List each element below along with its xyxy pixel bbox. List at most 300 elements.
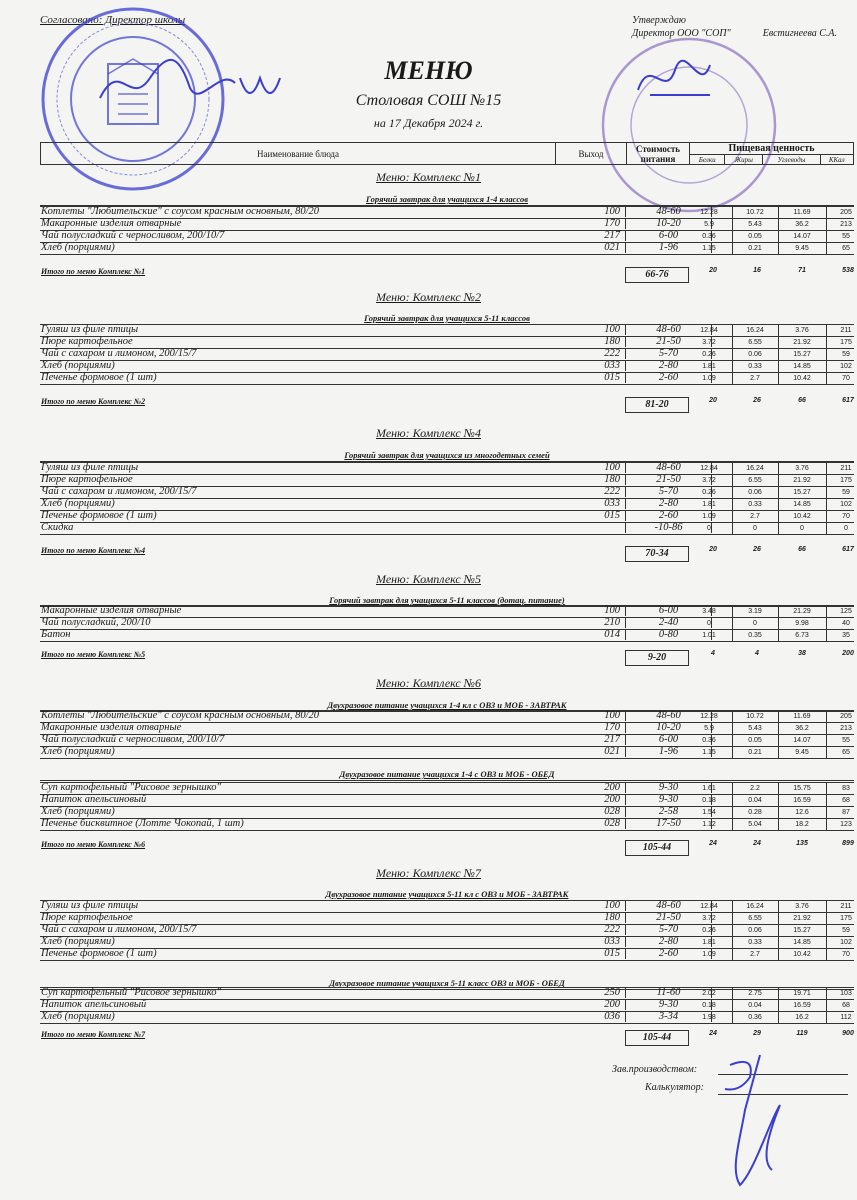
total-cost: 70-34: [625, 546, 689, 562]
dish-name: Хлеб (порциями): [41, 1011, 115, 1022]
dish-kcal: 55: [842, 233, 850, 240]
dish-carbs: 15.27: [793, 927, 811, 934]
total-label: Итого по меню Комплекс №4: [41, 546, 146, 555]
dish-output: 100: [604, 900, 620, 911]
dish-name: Хлеб (порциями): [41, 242, 115, 253]
dish-carbs: 3.76: [795, 327, 809, 334]
total-fat: 24: [753, 840, 761, 847]
total-kcal: 538: [842, 267, 854, 274]
dish-protein: 1.61: [702, 785, 716, 792]
dish-output: 210: [604, 617, 620, 628]
dish-fat: 0.21: [748, 749, 762, 756]
dish-protein: 0.18: [702, 1002, 716, 1009]
dish-name: Чай с сахаром и лимоном, 200/15/7: [41, 486, 197, 497]
canteen-name: Столовая СОШ №15: [355, 92, 502, 109]
dish-output: 033: [604, 936, 620, 947]
section-total: [40, 397, 854, 411]
dish-cost: 9-30: [625, 999, 712, 1010]
dish-cost: 2-80: [625, 498, 712, 509]
dish-cost: 21-50: [625, 474, 712, 485]
dish-output: 100: [604, 462, 620, 473]
dish-fat: 2.75: [748, 990, 762, 997]
dish-carbs: 36.2: [795, 725, 809, 732]
total-fat: 29: [753, 1030, 761, 1037]
dish-carbs: 19.71: [793, 990, 811, 997]
total-cost: 9-20: [625, 650, 689, 666]
menu-row: [40, 629, 854, 642]
dish-cost: 5-70: [625, 486, 712, 497]
dish-carbs: 15.75: [793, 785, 811, 792]
dish-fat: 0.05: [748, 233, 762, 240]
dish-carbs: 18.2: [795, 821, 809, 828]
dish-name: Суп картофельный "Рисовое зернышко": [41, 782, 221, 793]
dish-protein: 1.81: [702, 363, 716, 370]
dish-protein: 12.84: [700, 903, 718, 910]
dish-kcal: 175: [840, 477, 852, 484]
dish-name: Печенье формовое (1 шт): [41, 372, 157, 383]
dish-cost: 48-60: [625, 324, 712, 335]
approval-left: Согласовано: Директор школы: [40, 14, 186, 26]
dish-name: Котлеты "Любительские" с соусом красным основным, 80/20: [41, 710, 320, 721]
dish-cost: 6-00: [625, 605, 712, 616]
dish-output: 014: [604, 629, 620, 640]
dish-cost: 2-60: [625, 948, 712, 959]
dish-output: 200: [604, 999, 620, 1010]
dish-carbs: 14.07: [793, 233, 811, 240]
col-carbs: Углеводы: [763, 155, 820, 165]
dish-kcal: 102: [840, 501, 852, 508]
dish-fat: 0.06: [748, 351, 762, 358]
dish-protein: 1.12: [702, 821, 716, 828]
menu-row: [40, 242, 854, 255]
total-carbs: 71: [798, 267, 806, 274]
dish-kcal: 123: [840, 821, 852, 828]
section-title: Меню: Комплекс №4: [376, 426, 481, 440]
section-subtitle: Горячий завтрак для учащихся 1-4 классов: [40, 193, 854, 206]
dish-cost: 6-00: [625, 230, 712, 241]
col-name: Наименование блюда: [41, 143, 556, 165]
col-protein: Белки: [690, 155, 725, 165]
dish-name: Хлеб (порциями): [41, 936, 115, 947]
dish-fat: 0.06: [748, 489, 762, 496]
dish-protein: 3.72: [702, 339, 716, 346]
total-protein: 24: [709, 1030, 717, 1037]
dish-cost: 48-60: [625, 206, 712, 217]
dish-cost: 1-96: [625, 746, 712, 757]
total-protein: 24: [709, 840, 717, 847]
dish-carbs: 6.73: [795, 632, 809, 639]
dish-output: 028: [604, 818, 620, 829]
dish-kcal: 65: [842, 245, 850, 252]
total-carbs: 135: [796, 840, 808, 847]
total-protein: 20: [709, 267, 717, 274]
dish-carbs: 21.92: [793, 915, 811, 922]
dish-fat: 0.33: [748, 939, 762, 946]
dish-fat: 0.33: [748, 363, 762, 370]
dish-cost: 48-60: [625, 710, 712, 721]
menu-row: [40, 746, 854, 759]
dish-protein: 0.36: [702, 737, 716, 744]
dish-kcal: 175: [840, 915, 852, 922]
dish-fat: 0.05: [748, 737, 762, 744]
dish-protein: 0.26: [702, 351, 716, 358]
dish-carbs: 14.07: [793, 737, 811, 744]
col-nutrition: Пищевая ценность: [690, 143, 854, 155]
dish-output: 250: [604, 987, 620, 998]
dish-kcal: 213: [840, 221, 852, 228]
total-kcal: 899: [842, 840, 854, 847]
total-kcal: 617: [842, 397, 854, 404]
dish-fat: 10.72: [746, 713, 764, 720]
section-title: Меню: Комплекс №1: [376, 170, 481, 184]
dish-kcal: 70: [842, 375, 850, 382]
total-kcal: 617: [842, 546, 854, 553]
dish-protein: 1.81: [702, 939, 716, 946]
menu-date: на 17 Декабря 2024 г.: [373, 116, 484, 130]
dish-carbs: 3.76: [795, 465, 809, 472]
dish-name: Пюре картофельное: [41, 474, 133, 485]
dish-name: Напиток апельсиновый: [41, 794, 147, 805]
section-subtitle: Горячий завтрак для учащихся 5-11 классов: [40, 312, 854, 325]
dish-carbs: 3.76: [795, 903, 809, 910]
section-subtitle: Двухразовое питание учащихся 5-11 кл с ОВЗ и МОБ - ЗАВТРАК: [40, 888, 854, 901]
dish-name: Чай полусладкий, 200/10: [41, 617, 151, 628]
menu-row: [40, 818, 854, 831]
dish-protein: 5.9: [704, 221, 714, 228]
dish-protein: 3.72: [702, 477, 716, 484]
dish-kcal: 70: [842, 951, 850, 958]
dish-cost: 48-60: [625, 462, 712, 473]
dish-kcal: 211: [840, 903, 852, 910]
dish-name: Чай с сахаром и лимоном, 200/15/7: [41, 348, 197, 359]
dish-protein: 12.28: [700, 713, 718, 720]
section-total: [40, 650, 854, 664]
dish-fat: 16.24: [746, 465, 764, 472]
dish-output: 028: [604, 806, 620, 817]
total-carbs: 66: [798, 546, 806, 553]
total-label: Итого по меню Комплекс №1: [41, 267, 146, 276]
dish-fat: 0.04: [748, 1002, 762, 1009]
dish-protein: 3.48: [702, 608, 716, 615]
dish-carbs: 10.42: [793, 513, 811, 520]
dish-carbs: 15.27: [793, 351, 811, 358]
approve-director: Директор ООО "СОП" Евстигнеева С.А.: [632, 28, 838, 39]
section-title: Меню: Комплекс №7: [376, 866, 481, 880]
dish-name: Хлеб (порциями): [41, 806, 115, 817]
dish-output: 217: [604, 734, 620, 745]
dish-kcal: 40: [842, 620, 850, 627]
dish-output: 170: [604, 722, 620, 733]
dish-kcal: 211: [840, 465, 852, 472]
dish-output: 180: [604, 912, 620, 923]
section-total: [40, 1030, 854, 1044]
dish-cost: 2-60: [625, 372, 712, 383]
section-subtitle: Горячий завтрак для учащихся 5-11 классов (дотац. питание): [40, 594, 854, 607]
director-name: Евстигнеева С.А.: [762, 28, 838, 39]
dish-cost: 2-60: [625, 510, 712, 521]
dish-cost: -10-86: [625, 522, 712, 533]
total-carbs: 38: [798, 650, 806, 657]
dish-name: Чай с сахаром и лимоном, 200/15/7: [41, 924, 197, 935]
total-fat: 4: [755, 650, 759, 657]
dish-carbs: 36.2: [795, 221, 809, 228]
section-total: [40, 267, 854, 281]
total-label: Итого по меню Комплекс №7: [41, 1030, 146, 1039]
dish-output: 033: [604, 498, 620, 509]
dish-kcal: 205: [840, 713, 852, 720]
dish-carbs: 10.42: [793, 375, 811, 382]
approve-word: Утверждаю: [632, 15, 686, 26]
dish-name: Гуляш из филе птицы: [41, 324, 139, 335]
dish-carbs: 14.85: [793, 501, 811, 508]
dish-fat: 0: [753, 620, 757, 627]
dish-protein: 1.09: [702, 375, 716, 382]
total-kcal: 900: [842, 1030, 854, 1037]
dish-fat: 16.24: [746, 903, 764, 910]
dish-kcal: 205: [840, 209, 852, 216]
dish-name: Печенье формовое (1 шт): [41, 510, 157, 521]
section-subtitle: Горячий завтрак для учащихся из многодетных семей: [40, 449, 854, 462]
dish-protein: 1.09: [702, 951, 716, 958]
dish-kcal: 68: [842, 797, 850, 804]
dish-output: 100: [604, 710, 620, 721]
dish-cost: 2-80: [625, 936, 712, 947]
dish-fat: 2.7: [750, 951, 760, 958]
dish-carbs: 11.69: [793, 209, 811, 216]
dish-fat: 0.36: [748, 1014, 762, 1021]
dish-fat: 0.04: [748, 797, 762, 804]
dish-cost: 0-80: [625, 629, 712, 640]
dish-protein: 3.72: [702, 915, 716, 922]
dish-cost: 9-30: [625, 782, 712, 793]
dish-protein: 0: [707, 620, 711, 627]
dish-fat: 2.7: [750, 375, 760, 382]
dish-fat: 0.21: [748, 245, 762, 252]
dish-cost: 9-30: [625, 794, 712, 805]
dish-carbs: 16.59: [793, 797, 811, 804]
dish-name: Чай полусладкий с черносливом, 200/10/7: [41, 734, 225, 745]
dish-fat: 10.72: [746, 209, 764, 216]
menu-row: [40, 948, 854, 961]
dish-protein: 1.81: [702, 501, 716, 508]
dish-cost: 2-40: [625, 617, 712, 628]
dish-kcal: 103: [840, 990, 852, 997]
dish-fat: 6.55: [748, 915, 762, 922]
dish-carbs: 16.2: [795, 1014, 809, 1021]
dish-fat: 0.28: [748, 809, 762, 816]
menu-title: МЕНЮ: [384, 56, 473, 85]
dish-carbs: 0: [800, 525, 804, 532]
menu-row: [40, 522, 854, 535]
dish-name: Батон: [41, 629, 71, 640]
dish-cost: 21-50: [625, 336, 712, 347]
dish-protein: 1.01: [702, 632, 716, 639]
dish-kcal: 112: [840, 1014, 852, 1021]
section-title: Меню: Комплекс №6: [376, 676, 481, 690]
dish-protein: 2.02: [702, 990, 716, 997]
dish-cost: 5-70: [625, 924, 712, 935]
dish-carbs: 12.6: [795, 809, 809, 816]
production-label: Зав.производством:: [612, 1064, 698, 1075]
dish-name: Гуляш из филе птицы: [41, 900, 139, 911]
dish-name: Чай полусладкий с черносливом, 200/10/7: [41, 230, 225, 241]
column-header: [40, 142, 854, 165]
section-subtitle: Двухразовое питание учащихся 5-11 класс ОВЗ и МОБ - ОБЕД: [40, 977, 854, 990]
dish-kcal: 0: [844, 525, 848, 532]
dish-protein: 1.15: [702, 749, 716, 756]
dish-cost: 11-60: [625, 987, 712, 998]
dish-cost: 48-60: [625, 900, 712, 911]
dish-carbs: 16.59: [793, 1002, 811, 1009]
section-total: [40, 546, 854, 560]
dish-protein: 0.36: [702, 233, 716, 240]
calculator-label: Калькулятор:: [645, 1082, 704, 1093]
col-cost: Стоимость питания: [627, 143, 690, 165]
total-cost: 105-44: [625, 1030, 689, 1046]
col-out: Выход: [556, 143, 627, 165]
dish-fat: 6.55: [748, 339, 762, 346]
dish-cost: 10-20: [625, 218, 712, 229]
dish-cost: 21-50: [625, 912, 712, 923]
dish-protein: 12.28: [700, 209, 718, 216]
dish-name: Макаронные изделия отварные: [41, 605, 182, 616]
dish-carbs: 15.27: [793, 489, 811, 496]
dish-kcal: 211: [840, 327, 852, 334]
dish-output: 100: [604, 324, 620, 335]
dish-protein: 1.54: [702, 809, 716, 816]
section-subtitle: Двухразовое питание учащихся 1-4 с ОВЗ и МОБ - ОБЕД: [40, 768, 854, 781]
dish-output: 170: [604, 218, 620, 229]
dish-name: Хлеб (порциями): [41, 498, 115, 509]
dish-output: 100: [604, 605, 620, 616]
dish-output: 015: [604, 948, 620, 959]
dish-cost: 6-00: [625, 734, 712, 745]
dish-carbs: 9.98: [795, 620, 809, 627]
dish-fat: 5.04: [748, 821, 762, 828]
dish-output: 100: [604, 206, 620, 217]
dish-carbs: 10.42: [793, 951, 811, 958]
dish-fat: 0: [753, 525, 757, 532]
dish-protein: 12.84: [700, 327, 718, 334]
total-protein: 20: [709, 546, 717, 553]
dish-kcal: 175: [840, 339, 852, 346]
total-carbs: 119: [796, 1030, 808, 1037]
dish-carbs: 21.29: [793, 608, 811, 615]
dish-cost: 2-58: [625, 806, 712, 817]
dish-name: Котлеты "Любительские" с соусом красным основным, 80/20: [41, 206, 320, 217]
dish-carbs: 21.92: [793, 339, 811, 346]
menu-row: [40, 1011, 854, 1024]
dish-name: Гуляш из филе птицы: [41, 462, 139, 473]
dish-output: 180: [604, 336, 620, 347]
dish-kcal: 102: [840, 939, 852, 946]
section-subtitle: Двухразовое питание учащихся 1-4 кл с ОВЗ и МОБ - ЗАВТРАК: [40, 699, 854, 712]
total-fat: 26: [753, 397, 761, 404]
dish-fat: 3.19: [748, 608, 762, 615]
dish-output: 222: [604, 486, 620, 497]
signature-bottom-icon: [700, 1050, 810, 1190]
total-label: Итого по меню Комплекс №6: [41, 840, 146, 849]
dish-kcal: 83: [842, 785, 850, 792]
dish-kcal: 65: [842, 749, 850, 756]
dish-output: 217: [604, 230, 620, 241]
dish-name: Печенье формовое (1 шт): [41, 948, 157, 959]
dish-carbs: 14.85: [793, 363, 811, 370]
dish-fat: 5.43: [748, 221, 762, 228]
dish-protein: 0: [707, 525, 711, 532]
dish-carbs: 9.45: [795, 749, 809, 756]
total-kcal: 200: [842, 650, 854, 657]
dish-fat: 2.7: [750, 513, 760, 520]
total-protein: 20: [709, 397, 717, 404]
dish-kcal: 102: [840, 363, 852, 370]
dish-protein: 0.18: [702, 797, 716, 804]
dish-name: Хлеб (порциями): [41, 746, 115, 757]
dish-kcal: 35: [842, 632, 850, 639]
total-cost: 66-76: [625, 267, 689, 283]
dish-protein: 5.9: [704, 725, 714, 732]
dish-kcal: 213: [840, 725, 852, 732]
dish-kcal: 70: [842, 513, 850, 520]
dish-name: Пюре картофельное: [41, 336, 133, 347]
dish-kcal: 125: [840, 608, 852, 615]
dish-name: Пюре картофельное: [41, 912, 133, 923]
dish-protein: 0.26: [702, 927, 716, 934]
total-fat: 16: [753, 267, 761, 274]
total-carbs: 66: [798, 397, 806, 404]
dish-output: 036: [604, 1011, 620, 1022]
dish-output: 200: [604, 782, 620, 793]
dish-name: Макаронные изделия отварные: [41, 722, 182, 733]
dish-kcal: 55: [842, 737, 850, 744]
col-fat: Жиры: [725, 155, 763, 165]
dish-output: 222: [604, 348, 620, 359]
dish-name: Скидка: [41, 522, 74, 533]
dish-name: Макаронные изделия отварные: [41, 218, 182, 229]
dish-carbs: 11.69: [793, 713, 811, 720]
dish-output: 200: [604, 794, 620, 805]
dish-output: 021: [604, 746, 620, 757]
total-cost: 81-20: [625, 397, 689, 413]
dish-protein: 12.84: [700, 465, 718, 472]
dish-protein: 1.15: [702, 245, 716, 252]
dish-output: 015: [604, 372, 620, 383]
dish-carbs: 21.92: [793, 477, 811, 484]
dish-cost: 17-50: [625, 818, 712, 829]
dish-output: 015: [604, 510, 620, 521]
dish-fat: 2.2: [750, 785, 760, 792]
dish-kcal: 68: [842, 1002, 850, 1009]
dish-cost: 10-20: [625, 722, 712, 733]
total-label: Итого по меню Комплекс №5: [41, 650, 146, 659]
total-label: Итого по меню Комплекс №2: [41, 397, 146, 406]
dish-cost: 3-34: [625, 1011, 712, 1022]
dish-carbs: 14.85: [793, 939, 811, 946]
dish-protein: 0.26: [702, 489, 716, 496]
dish-cost: 5-70: [625, 348, 712, 359]
total-cost: 105-44: [625, 840, 689, 856]
section-title: Меню: Комплекс №2: [376, 290, 481, 304]
col-kcal: ККал: [820, 155, 853, 165]
section-total: [40, 840, 854, 854]
dish-kcal: 87: [842, 809, 850, 816]
dish-protein: 1.98: [702, 1014, 716, 1021]
dish-fat: 0.33: [748, 501, 762, 508]
dish-cost: 1-96: [625, 242, 712, 253]
dish-name: Хлеб (порциями): [41, 360, 115, 371]
dish-output: 180: [604, 474, 620, 485]
dish-fat: 0.06: [748, 927, 762, 934]
